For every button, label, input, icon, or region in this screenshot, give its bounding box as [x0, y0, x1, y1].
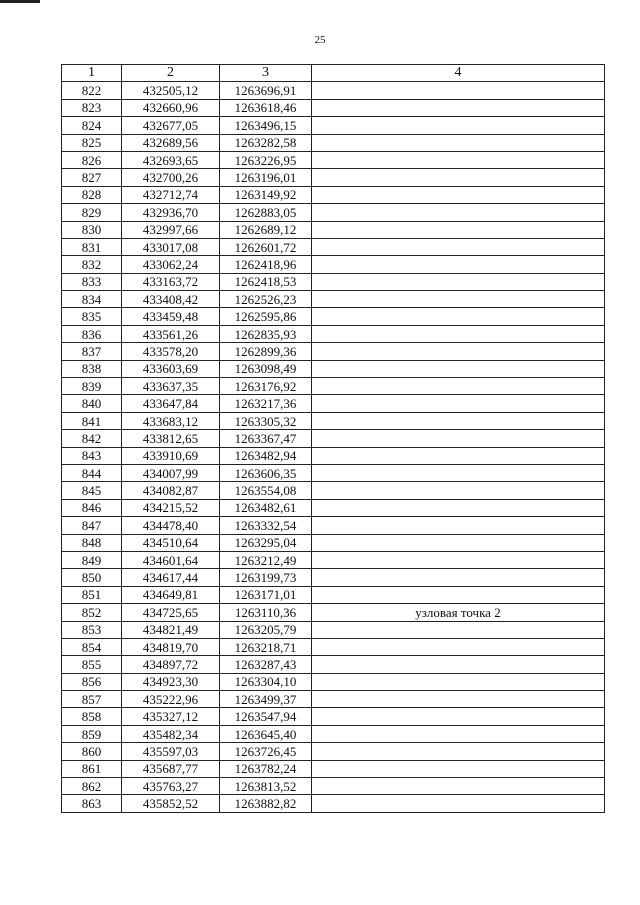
y-coordinate-cell: 1262883,05	[220, 204, 312, 221]
table-row	[62, 134, 605, 151]
y-coordinate-cell: 1263176,92	[220, 378, 312, 395]
y-coordinate-cell: 1263606,35	[220, 464, 312, 481]
point-number-cell: 852	[62, 604, 122, 621]
note-cell	[312, 586, 605, 603]
point-number-cell: 827	[62, 169, 122, 186]
y-coordinate-cell: 1263282,58	[220, 134, 312, 151]
x-coordinate-cell: 434819,70	[122, 638, 220, 655]
x-coordinate-cell: 434897,72	[122, 656, 220, 673]
x-coordinate-cell: 434649,81	[122, 586, 220, 603]
note-cell: узловая точка 2	[312, 604, 605, 621]
y-coordinate-cell: 1263196,01	[220, 169, 312, 186]
y-coordinate-cell: 1263499,37	[220, 691, 312, 708]
table-row	[62, 499, 605, 516]
point-number-cell: 840	[62, 395, 122, 412]
note-cell	[312, 430, 605, 447]
point-number-cell: 823	[62, 99, 122, 116]
x-coordinate-cell: 434215,52	[122, 499, 220, 516]
x-coordinate-cell: 432660,96	[122, 99, 220, 116]
x-coordinate-cell: 433578,20	[122, 343, 220, 360]
y-coordinate-cell: 1263295,04	[220, 534, 312, 551]
note-cell	[312, 691, 605, 708]
table-row	[62, 204, 605, 221]
y-coordinate-cell: 1263813,52	[220, 778, 312, 795]
point-number-cell: 824	[62, 117, 122, 134]
table-row	[62, 551, 605, 568]
x-coordinate-cell: 434478,40	[122, 517, 220, 534]
x-coordinate-cell: 435852,52	[122, 795, 220, 812]
table-row	[62, 604, 605, 621]
point-number-cell: 859	[62, 725, 122, 742]
y-coordinate-cell: 1263482,61	[220, 499, 312, 516]
x-coordinate-cell: 433163,72	[122, 273, 220, 290]
page-number: 25	[314, 34, 326, 46]
x-coordinate-cell: 432505,12	[122, 82, 220, 99]
x-coordinate-cell: 434617,44	[122, 569, 220, 586]
table-row	[62, 795, 605, 812]
table-body	[62, 82, 605, 812]
y-coordinate-cell: 1263547,94	[220, 708, 312, 725]
table-row	[62, 430, 605, 447]
point-number-cell: 856	[62, 673, 122, 690]
y-coordinate-cell: 1262689,12	[220, 221, 312, 238]
note-cell	[312, 638, 605, 655]
table-row	[62, 395, 605, 412]
point-number-cell: 829	[62, 204, 122, 221]
y-coordinate-cell: 1263482,94	[220, 447, 312, 464]
note-cell	[312, 308, 605, 325]
note-cell	[312, 204, 605, 221]
x-coordinate-cell: 432997,66	[122, 221, 220, 238]
point-number-cell: 862	[62, 778, 122, 795]
note-cell	[312, 673, 605, 690]
table-row	[62, 325, 605, 342]
header-x-coordinate: 2	[122, 65, 220, 82]
y-coordinate-cell: 1263171,01	[220, 586, 312, 603]
note-cell	[312, 395, 605, 412]
y-coordinate-cell: 1263205,79	[220, 621, 312, 638]
table-row	[62, 534, 605, 551]
x-coordinate-cell: 435482,34	[122, 725, 220, 742]
table-row	[62, 82, 605, 99]
note-cell	[312, 499, 605, 516]
x-coordinate-cell: 433683,12	[122, 412, 220, 429]
note-cell	[312, 343, 605, 360]
point-number-cell: 828	[62, 186, 122, 203]
y-coordinate-cell: 1263287,43	[220, 656, 312, 673]
x-coordinate-cell: 435597,03	[122, 743, 220, 760]
x-coordinate-cell: 434923,30	[122, 673, 220, 690]
note-cell	[312, 325, 605, 342]
y-coordinate-cell: 1263496,15	[220, 117, 312, 134]
y-coordinate-cell: 1263226,95	[220, 151, 312, 168]
table-row	[62, 464, 605, 481]
table-row	[62, 378, 605, 395]
note-cell	[312, 621, 605, 638]
note-cell	[312, 186, 605, 203]
table-row	[62, 586, 605, 603]
x-coordinate-cell: 433017,08	[122, 238, 220, 255]
point-number-cell: 863	[62, 795, 122, 812]
x-coordinate-cell: 434007,99	[122, 464, 220, 481]
note-cell	[312, 221, 605, 238]
point-number-cell: 854	[62, 638, 122, 655]
y-coordinate-cell: 1263367,47	[220, 430, 312, 447]
y-coordinate-cell: 1263882,82	[220, 795, 312, 812]
point-number-cell: 851	[62, 586, 122, 603]
note-cell	[312, 412, 605, 429]
y-coordinate-cell: 1262595,86	[220, 308, 312, 325]
scan-corner-mark	[0, 0, 40, 3]
table-row	[62, 569, 605, 586]
note-cell	[312, 517, 605, 534]
y-coordinate-cell: 1262418,53	[220, 273, 312, 290]
x-coordinate-cell: 433812,65	[122, 430, 220, 447]
point-number-cell: 853	[62, 621, 122, 638]
x-coordinate-cell: 432677,05	[122, 117, 220, 134]
x-coordinate-cell: 432712,74	[122, 186, 220, 203]
point-number-cell: 833	[62, 273, 122, 290]
y-coordinate-cell: 1263217,36	[220, 395, 312, 412]
point-number-cell: 846	[62, 499, 122, 516]
note-cell	[312, 569, 605, 586]
note-cell	[312, 134, 605, 151]
point-number-cell: 857	[62, 691, 122, 708]
y-coordinate-cell: 1263645,40	[220, 725, 312, 742]
y-coordinate-cell: 1262526,23	[220, 291, 312, 308]
note-cell	[312, 360, 605, 377]
x-coordinate-cell: 433408,42	[122, 291, 220, 308]
y-coordinate-cell: 1263149,92	[220, 186, 312, 203]
point-number-cell: 837	[62, 343, 122, 360]
x-coordinate-cell: 434725,65	[122, 604, 220, 621]
point-number-cell: 861	[62, 760, 122, 777]
y-coordinate-cell: 1263098,49	[220, 360, 312, 377]
x-coordinate-cell: 435687,77	[122, 760, 220, 777]
x-coordinate-cell: 433603,69	[122, 360, 220, 377]
note-cell	[312, 117, 605, 134]
point-number-cell: 841	[62, 412, 122, 429]
table-row	[62, 760, 605, 777]
table-row	[62, 169, 605, 186]
table-row	[62, 256, 605, 273]
point-number-cell: 838	[62, 360, 122, 377]
header-point-number: 1	[62, 65, 122, 82]
note-cell	[312, 743, 605, 760]
note-cell	[312, 291, 605, 308]
y-coordinate-cell: 1263305,32	[220, 412, 312, 429]
table-row	[62, 221, 605, 238]
note-cell	[312, 378, 605, 395]
table-row	[62, 291, 605, 308]
table-row	[62, 238, 605, 255]
point-number-cell: 848	[62, 534, 122, 551]
table-row	[62, 778, 605, 795]
point-number-cell: 860	[62, 743, 122, 760]
x-coordinate-cell: 434601,64	[122, 551, 220, 568]
x-coordinate-cell: 435763,27	[122, 778, 220, 795]
note-cell	[312, 778, 605, 795]
note-cell	[312, 82, 605, 99]
table-row	[62, 656, 605, 673]
y-coordinate-cell: 1263782,24	[220, 760, 312, 777]
table-row	[62, 308, 605, 325]
point-number-cell: 836	[62, 325, 122, 342]
table-row	[62, 343, 605, 360]
y-coordinate-cell: 1263726,45	[220, 743, 312, 760]
x-coordinate-cell: 434082,87	[122, 482, 220, 499]
note-cell	[312, 760, 605, 777]
table-row	[62, 273, 605, 290]
header-y-coordinate: 3	[220, 65, 312, 82]
point-number-cell: 850	[62, 569, 122, 586]
point-number-cell: 844	[62, 464, 122, 481]
point-number-cell: 831	[62, 238, 122, 255]
y-coordinate-cell: 1262601,72	[220, 238, 312, 255]
point-number-cell: 830	[62, 221, 122, 238]
note-cell	[312, 256, 605, 273]
x-coordinate-cell: 433910,69	[122, 447, 220, 464]
table-row	[62, 360, 605, 377]
table-row	[62, 725, 605, 742]
x-coordinate-cell: 432700,26	[122, 169, 220, 186]
y-coordinate-cell: 1263212,49	[220, 551, 312, 568]
table-row	[62, 673, 605, 690]
y-coordinate-cell: 1263218,71	[220, 638, 312, 655]
x-coordinate-cell: 435222,96	[122, 691, 220, 708]
note-cell	[312, 464, 605, 481]
table-row	[62, 99, 605, 116]
y-coordinate-cell: 1263199,73	[220, 569, 312, 586]
table-row	[62, 117, 605, 134]
header-note: 4	[312, 65, 605, 82]
table-row	[62, 447, 605, 464]
table-row	[62, 638, 605, 655]
x-coordinate-cell: 433561,26	[122, 325, 220, 342]
note-cell	[312, 551, 605, 568]
point-number-cell: 849	[62, 551, 122, 568]
note-cell	[312, 238, 605, 255]
table-row	[62, 691, 605, 708]
note-cell	[312, 151, 605, 168]
note-cell	[312, 534, 605, 551]
note-cell	[312, 169, 605, 186]
note-cell	[312, 447, 605, 464]
x-coordinate-cell: 433062,24	[122, 256, 220, 273]
x-coordinate-cell: 433647,84	[122, 395, 220, 412]
x-coordinate-cell: 433637,35	[122, 378, 220, 395]
note-cell	[312, 273, 605, 290]
table-row	[62, 517, 605, 534]
point-number-cell: 826	[62, 151, 122, 168]
x-coordinate-cell: 432936,70	[122, 204, 220, 221]
note-cell	[312, 482, 605, 499]
point-number-cell: 858	[62, 708, 122, 725]
point-number-cell: 845	[62, 482, 122, 499]
x-coordinate-cell: 432693,65	[122, 151, 220, 168]
point-number-cell: 834	[62, 291, 122, 308]
table-row	[62, 412, 605, 429]
table-row	[62, 708, 605, 725]
table-row	[62, 743, 605, 760]
note-cell	[312, 708, 605, 725]
x-coordinate-cell: 435327,12	[122, 708, 220, 725]
y-coordinate-cell: 1262835,93	[220, 325, 312, 342]
point-number-cell: 847	[62, 517, 122, 534]
y-coordinate-cell: 1263110,36	[220, 604, 312, 621]
point-number-cell: 835	[62, 308, 122, 325]
table-row	[62, 151, 605, 168]
x-coordinate-cell: 432689,56	[122, 134, 220, 151]
table-row	[62, 482, 605, 499]
y-coordinate-cell: 1262418,96	[220, 256, 312, 273]
y-coordinate-cell: 1263554,08	[220, 482, 312, 499]
table-row	[62, 621, 605, 638]
y-coordinate-cell: 1263304,10	[220, 673, 312, 690]
coordinates-table	[61, 64, 605, 813]
point-number-cell: 825	[62, 134, 122, 151]
y-coordinate-cell: 1263696,91	[220, 82, 312, 99]
note-cell	[312, 656, 605, 673]
table-header-row	[62, 65, 605, 82]
point-number-cell: 839	[62, 378, 122, 395]
point-number-cell: 822	[62, 82, 122, 99]
point-number-cell: 842	[62, 430, 122, 447]
x-coordinate-cell: 434510,64	[122, 534, 220, 551]
x-coordinate-cell: 434821,49	[122, 621, 220, 638]
point-number-cell: 832	[62, 256, 122, 273]
x-coordinate-cell: 433459,48	[122, 308, 220, 325]
table-row	[62, 186, 605, 203]
point-number-cell: 843	[62, 447, 122, 464]
y-coordinate-cell: 1263618,46	[220, 99, 312, 116]
note-cell	[312, 725, 605, 742]
point-number-cell: 855	[62, 656, 122, 673]
y-coordinate-cell: 1262899,36	[220, 343, 312, 360]
y-coordinate-cell: 1263332,54	[220, 517, 312, 534]
note-cell	[312, 795, 605, 812]
note-cell	[312, 99, 605, 116]
